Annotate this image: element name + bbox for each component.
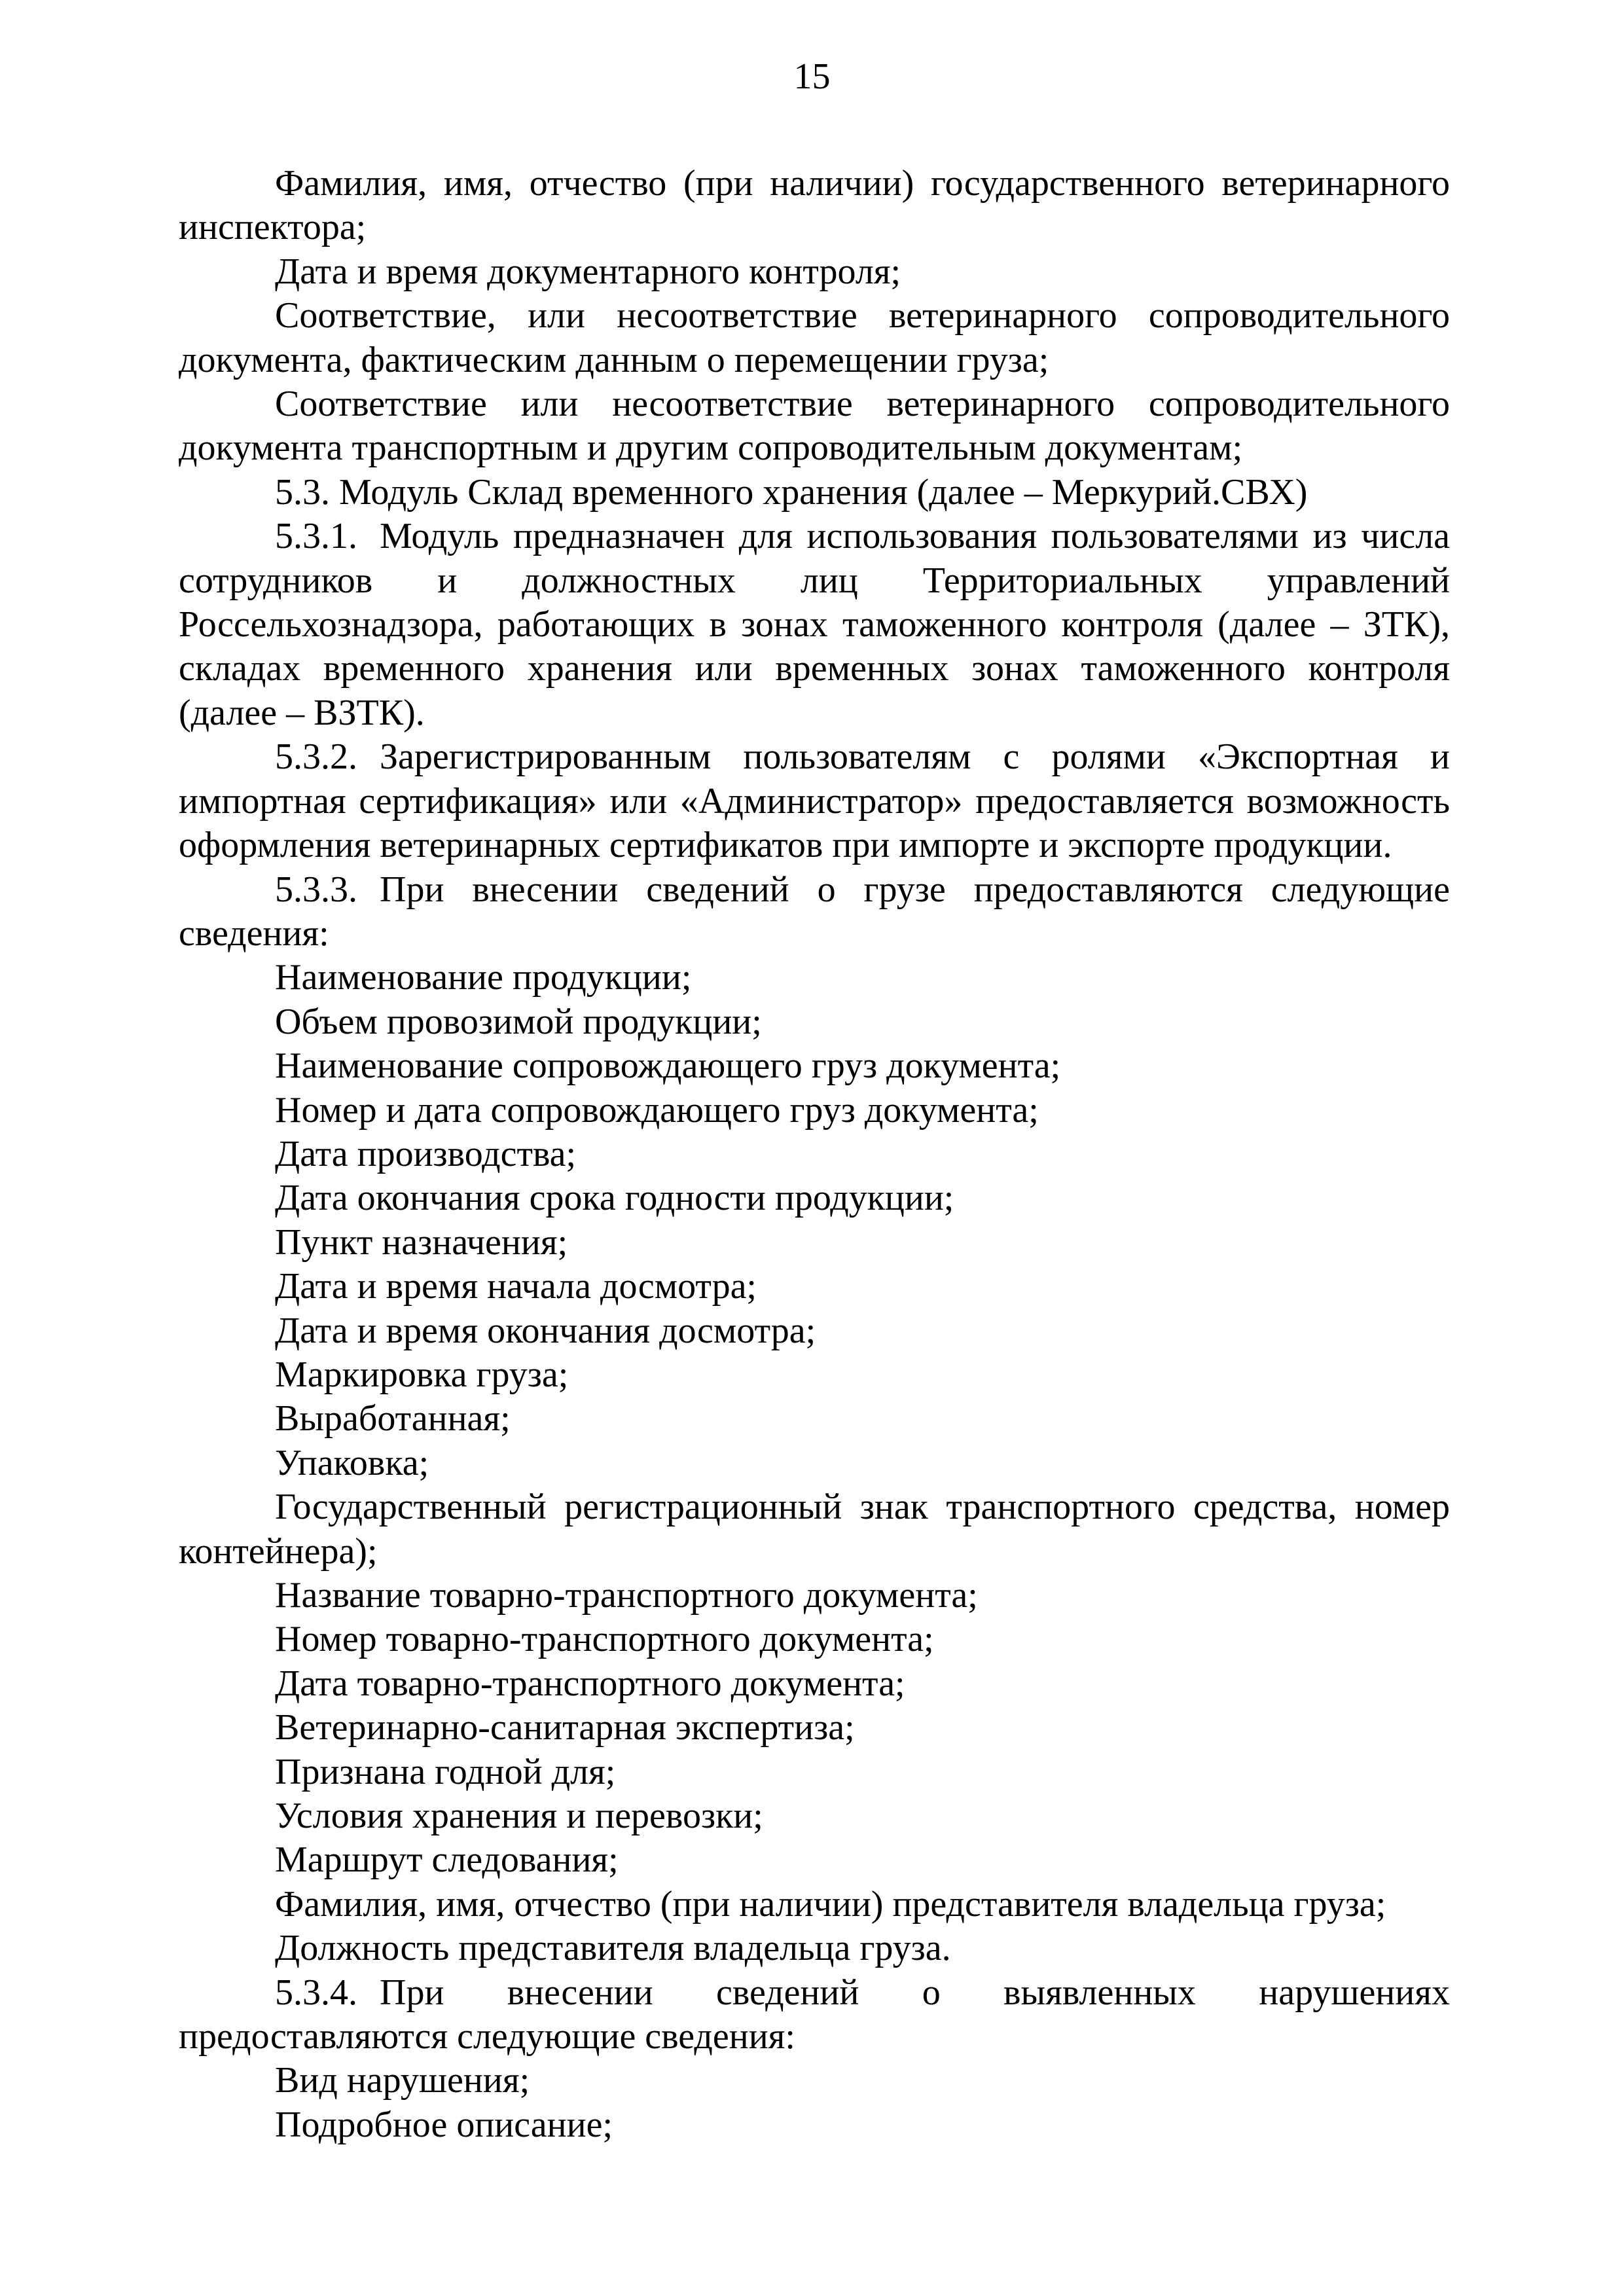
- document-body: [179, 162, 1450, 2147]
- list-item: Условия хранения и перевозки;: [275, 1796, 763, 1837]
- section-5-3-2: [179, 735, 1450, 867]
- section-number: 5.3.3.: [275, 869, 357, 910]
- list-item: Название товарно-транспортного документа;: [275, 1575, 978, 1616]
- list-item: Вид нарушения;: [275, 2060, 530, 2101]
- list-item: Выработанная;: [275, 1398, 511, 1439]
- section-heading-5-3: 5.3. Модуль Склад временного хранения (далее – Меркурий.СВХ): [275, 471, 1308, 513]
- list-item: Дата производства;: [275, 1133, 577, 1174]
- list-item: Ветеринарно-санитарная экспертиза;: [275, 1707, 855, 1748]
- list-item: Дата и время окончания досмотра;: [275, 1310, 816, 1351]
- list-item: Номер и дата сопровождающего груз документа;: [275, 1089, 1039, 1130]
- page-number: 15: [793, 56, 831, 97]
- paragraph-inspector-name: Фамилия, имя, отчество (при наличии) государственного ветеринарного инспектора;: [179, 163, 1450, 248]
- list-item: Признана годной для;: [275, 1751, 616, 1792]
- paragraph-compliance-cargo: Соответствие, или несоответствие ветеринарного сопроводительного документа, фактическим данным о перемещении груза;: [179, 295, 1450, 380]
- section-text: При внесении сведений о грузе предоставляются следующие сведения:: [179, 869, 1450, 954]
- section-number: 5.3.4.: [275, 1972, 357, 2013]
- section-number: 5.3.2.: [275, 736, 357, 778]
- section-text: Модуль предназначен для использования пользователями из числа сотрудников и должностных лиц Территориальных управлений Россельхознадзора, работающих в зонах таможенного контроля (далее – ЗТК), складах временного хранения или временных зонах таможенного контроля (далее – ВЗТК).: [179, 516, 1450, 733]
- list-item: Фамилия, имя, отчество (при наличии) представителя владельца груза;: [275, 1883, 1386, 1925]
- list-item: Дата товарно-транспортного документа;: [275, 1663, 905, 1704]
- list-item: Пункт назначения;: [275, 1221, 568, 1263]
- list-item: Должность представителя владельца груза.: [275, 1928, 951, 1969]
- section-number: 5.3.1.: [275, 516, 357, 557]
- section-text: Зарегистрированным пользователям с ролями «Экспортная и импортная сертификация» или «Администратор» предоставляется возможность оформления ветеринарных сертификатов при импорте и экспорте продукции.: [179, 736, 1450, 866]
- section-5-3-3: [179, 868, 1450, 956]
- list-item: Дата и время начала досмотра;: [275, 1266, 757, 1307]
- section-5-3-4: [179, 1971, 1450, 2059]
- list-item: Упаковка;: [275, 1442, 429, 1483]
- list-item: Подробное описание;: [275, 2104, 613, 2145]
- list-item: Наименование сопровождающего груз документа;: [275, 1045, 1061, 1087]
- list-item: Объем провозимой продукции;: [275, 1001, 762, 1042]
- section-5-3-1: [179, 515, 1450, 735]
- paragraph-compliance-documents: Соответствие или несоответствие ветеринарного сопроводительного документа транспортным и другим сопроводительным документам;: [179, 384, 1450, 469]
- paragraph-control-datetime: Дата и время документарного контроля;: [275, 251, 901, 292]
- list-item: Дата окончания срока годности продукции;: [275, 1178, 954, 1219]
- list-item: Маркировка груза;: [275, 1354, 569, 1395]
- list-item: Государственный регистрационный знак транспортного средства, номер контейнера);: [179, 1487, 1450, 1572]
- list-item: Наименование продукции;: [275, 957, 692, 998]
- list-item: Номер товарно-транспортного документа;: [275, 1619, 934, 1660]
- section-text: При внесении сведений о выявленных нарушениях предоставляются следующие сведения:: [179, 1972, 1450, 2057]
- list-item: Маршрут следования;: [275, 1839, 619, 1881]
